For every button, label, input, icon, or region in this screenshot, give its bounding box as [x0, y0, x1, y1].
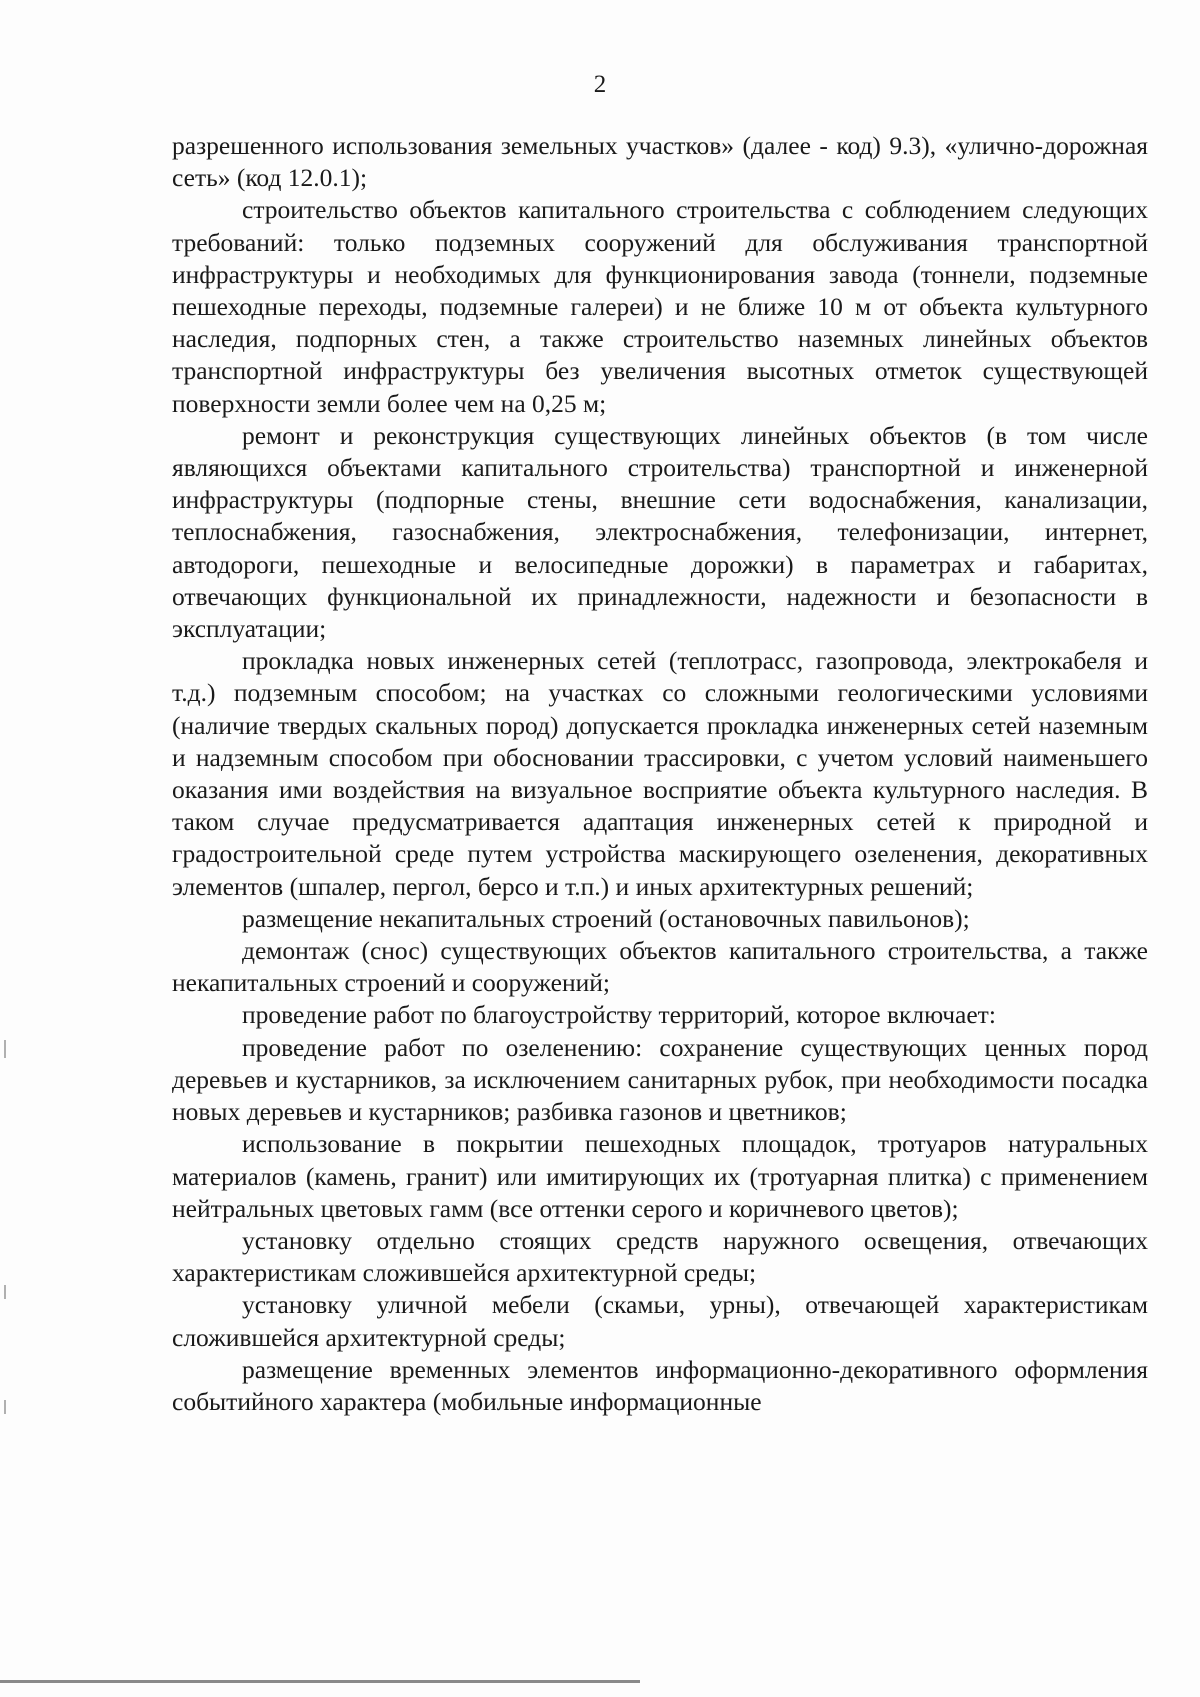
scan-bottom-edge	[0, 1680, 640, 1683]
paragraph-pavilions: размещение некапитальных строений (остановочных павильонов);	[242, 903, 970, 933]
paragraph-greening: проведение работ по озеленению: сохранение существующих ценных пород деревьев и кустарников, за исключением санитарных рубок, при необходимости посадка новых деревьев и кустарников; разбивка газонов и цветников;	[172, 1032, 1148, 1127]
paragraph-lighting: установку отдельно стоящих средств наружного освещения, отвечающих характеристикам сложившейся архитектурной среды;	[172, 1225, 1148, 1288]
scan-artifact-mark	[4, 1400, 6, 1414]
paragraph-repair-reconstruction: ремонт и реконструкция существующих линейных объектов (в том числе являющихся объектами капитального строительства) транспортной и инженерной инфраструктуры (подпорные стены, внешние сети водоснабжения, канализации, теплоснабжения, газоснабжения, электроснабжения, телефонизации, интернет, автодороги, пешеходные и велосипедные дорожки) в параметрах и габаритах, отвечающих функциональной их принадлежности, надежности и безопасности в эксплуатации;	[172, 420, 1148, 644]
paragraph-temporary-elements: размещение временных элементов информационно-декоративного оформления событийного характера (мобильные информационные	[172, 1354, 1148, 1416]
paragraph-demolition: демонтаж (снос) существующих объектов капитального строительства, а также некапитальных строений и сооружений;	[172, 936, 1148, 998]
scan-artifact-mark	[4, 1285, 6, 1299]
paragraph-engineering-networks: прокладка новых инженерных сетей (теплотрасс, газопровода, электрокабеля и т.д.) подземным способом; на участках со сложными геологическими условиями (наличие твердых скальных пород) допускается прокладка инженерных сетей наземным и надземным способом при обосновании трассировки, с учетом условий наименьшего оказания ими воздействия на визуальное восприятие объекта культурного наследия. В таком случае предусматривается адаптация инженерных сетей к природной и градостроительной среде путем устройства маскирующего озеленения, декоративных элементов (шпалер, пергол, берсо и т.п.) и иных архитектурных решений;	[172, 646, 1148, 901]
paragraph-paving-materials: использование в покрытии пешеходных площадок, тротуаров натуральных материалов (камень, гранит) или имитирующих их (тротуарная плитка) с применением нейтральных цветовых гамм (все оттенки серого и коричневого цветов);	[172, 1129, 1148, 1223]
paragraph-continuation: разрешенного использования земельных участков» (далее - код) 9.3), «улично-дорожная сеть» (код 12.0.1);	[172, 131, 1148, 193]
scan-artifact-mark	[4, 1040, 6, 1058]
document-body	[172, 130, 1148, 1418]
page-number: 2	[593, 71, 607, 98]
paragraph-street-furniture: установку уличной мебели (скамьи, урны), отвечающей характеристикам сложившейся архитектурной среды;	[172, 1290, 1148, 1352]
paragraph-capital-construction: строительство объектов капитального строительства с соблюдением следующих требований: только подземных сооружений для обслуживания транспортной инфраструктуры и необходимых для функционирования завода (тоннели, подземные пешеходные переходы, подземные галереи) и не ближе 10 м от объекта культурного наследия, подпорных стен, а также строительство наземных линейных объектов транспортной инфраструктуры без увеличения высотных отметок существующей поверхности земли более чем на 0,25 м;	[172, 195, 1148, 418]
paragraph-landscaping-intro: проведение работ по благоустройству территорий, которое включает:	[242, 1000, 996, 1030]
